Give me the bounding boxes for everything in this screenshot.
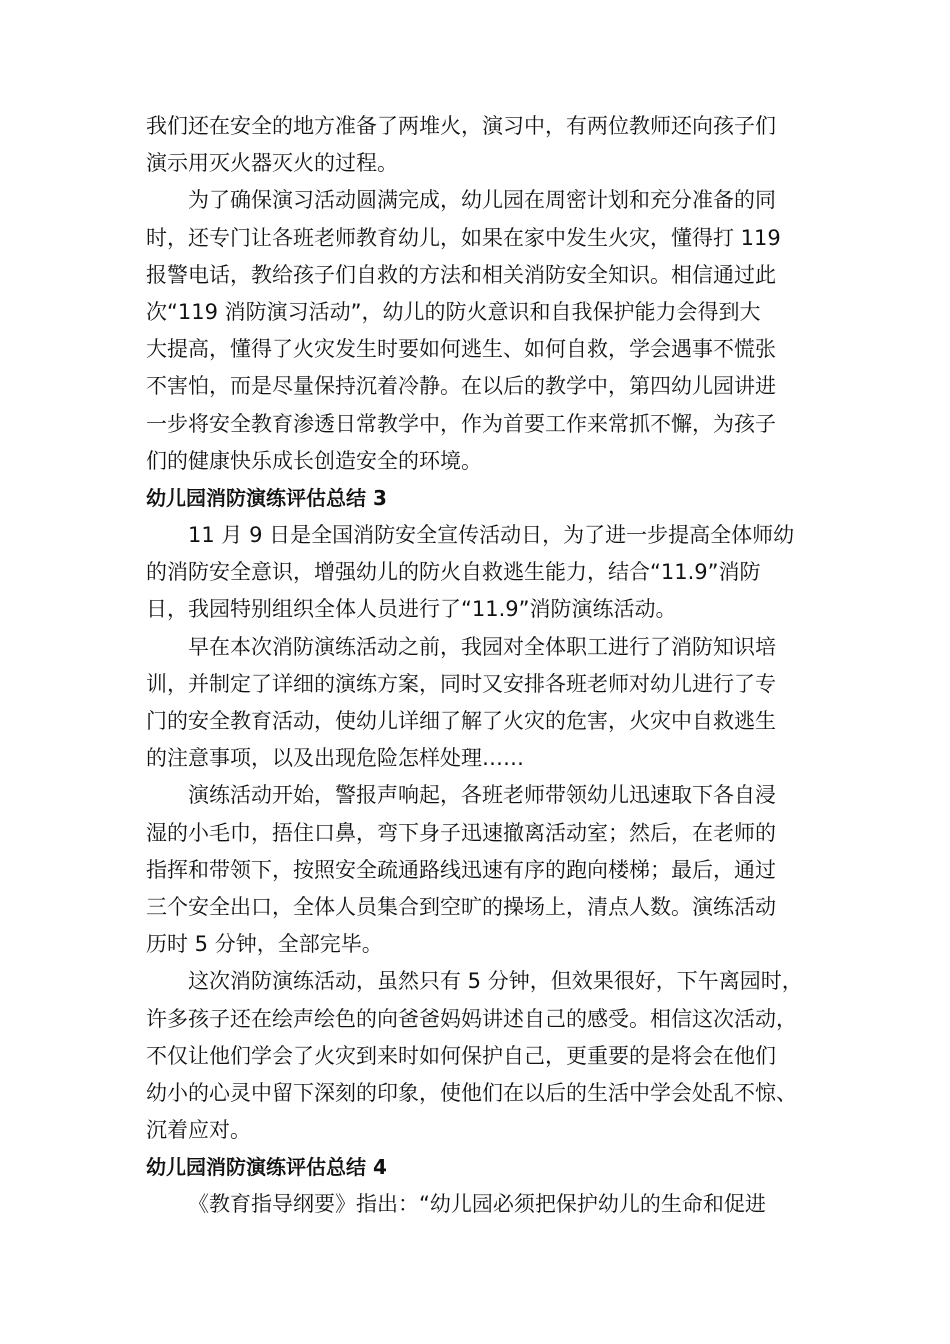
paragraph-line: 沉着应对。: [146, 1118, 251, 1143]
section-heading: 幼儿园消防演练评估总结 3: [146, 485, 387, 510]
paragraph-line: 不害怕，而是尽量保持沉着冷静。在以后的教学中，第四幼儿园讲进: [146, 374, 776, 399]
paragraph-line: 训，并制定了详细的演练方案，同时又安排各班老师对幼儿进行了专: [146, 671, 776, 696]
paragraph-line: 日，我园特别组织全体人员进行了“11.9”消防演练活动。: [146, 597, 677, 622]
paragraph-line: 幼小的心灵中留下深刻的印象，使他们在以后的生活中学会处乱不惊、: [146, 1080, 797, 1105]
paragraph-line: 指挥和带领下，按照安全疏通路线迅速有序的跑向楼梯；最后，通过: [146, 857, 776, 882]
section-heading: 幼儿园消防演练评估总结 4: [146, 1155, 387, 1180]
paragraph-line: 时，还专门让各班老师教育幼儿，如果在家中发生火灾，懂得打 119: [146, 225, 781, 250]
paragraph-line: 不仅让他们学会了火灾到来时如何保护自己，更重要的是将会在他们: [146, 1043, 776, 1068]
paragraph-line: 们的健康快乐成长创造安全的环境。: [146, 448, 482, 473]
paragraph-line: 的消防安全意识，增强幼儿的防火自救逃生能力，结合“11.9”消防: [146, 560, 761, 585]
paragraph-line: 湿的小毛巾，捂住口鼻，弯下身子迅速撤离活动室；然后，在老师的: [146, 820, 776, 845]
paragraph-line: 演练活动开始，警报声响起，各班老师带领幼儿迅速取下各自浸: [188, 783, 776, 808]
paragraph-line: 次“119 消防演习活动”，幼儿的防火意识和自我保护能力会得到大: [146, 299, 761, 324]
paragraph-line: 一步将安全教育渗透日常教学中，作为首要工作来常抓不懈，为孩子: [146, 411, 776, 436]
paragraph-line: 的注意事项，以及出现危险怎样处理……: [146, 746, 524, 771]
paragraph-line: 我们还在安全的地方准备了两堆火，演习中，有两位教师还向孩子们: [146, 114, 776, 138]
paragraph-line: 三个安全出口，全体人员集合到空旷的操场上，清点人数。演练活动: [146, 894, 776, 919]
document-body: [146, 108, 810, 1224]
document-page: [146, 108, 810, 1224]
paragraph-line: 许多孩子还在绘声绘色的向爸爸妈妈讲述自己的感受。相信这次活动，: [146, 1006, 797, 1031]
paragraph-line: 历时 5 分钟，全部完毕。: [146, 932, 383, 957]
paragraph-line: 门的安全教育活动，使幼儿详细了解了火灾的危害，火灾中自救逃生: [146, 709, 776, 733]
paragraph-line: 这次消防演练活动，虽然只有 5 分钟，但效果很好，下午离园时，: [188, 969, 803, 994]
paragraph-line: 大提高，懂得了火灾发生时要如何逃生、如何自救，学会遇事不慌张: [146, 337, 776, 362]
paragraph-line: 为了确保演习活动圆满完成，幼儿园在周密计划和充分准备的同: [188, 188, 776, 213]
paragraph-line: 演示用灭火器灭火的过程。: [146, 151, 398, 176]
paragraph-line: 报警电话，教给孩子们自救的方法和相关消防安全知识。相信通过此: [146, 262, 776, 287]
paragraph-line: 《教育指导纲要》指出：“幼儿园必须把保护幼儿的生命和促进: [188, 1192, 766, 1217]
paragraph-line: 11 月 9 日是全国消防安全宣传活动日，为了进一步提高全体师幼: [188, 523, 795, 548]
paragraph-line: 早在本次消防演练活动之前，我园对全体职工进行了消防知识培: [188, 634, 776, 659]
